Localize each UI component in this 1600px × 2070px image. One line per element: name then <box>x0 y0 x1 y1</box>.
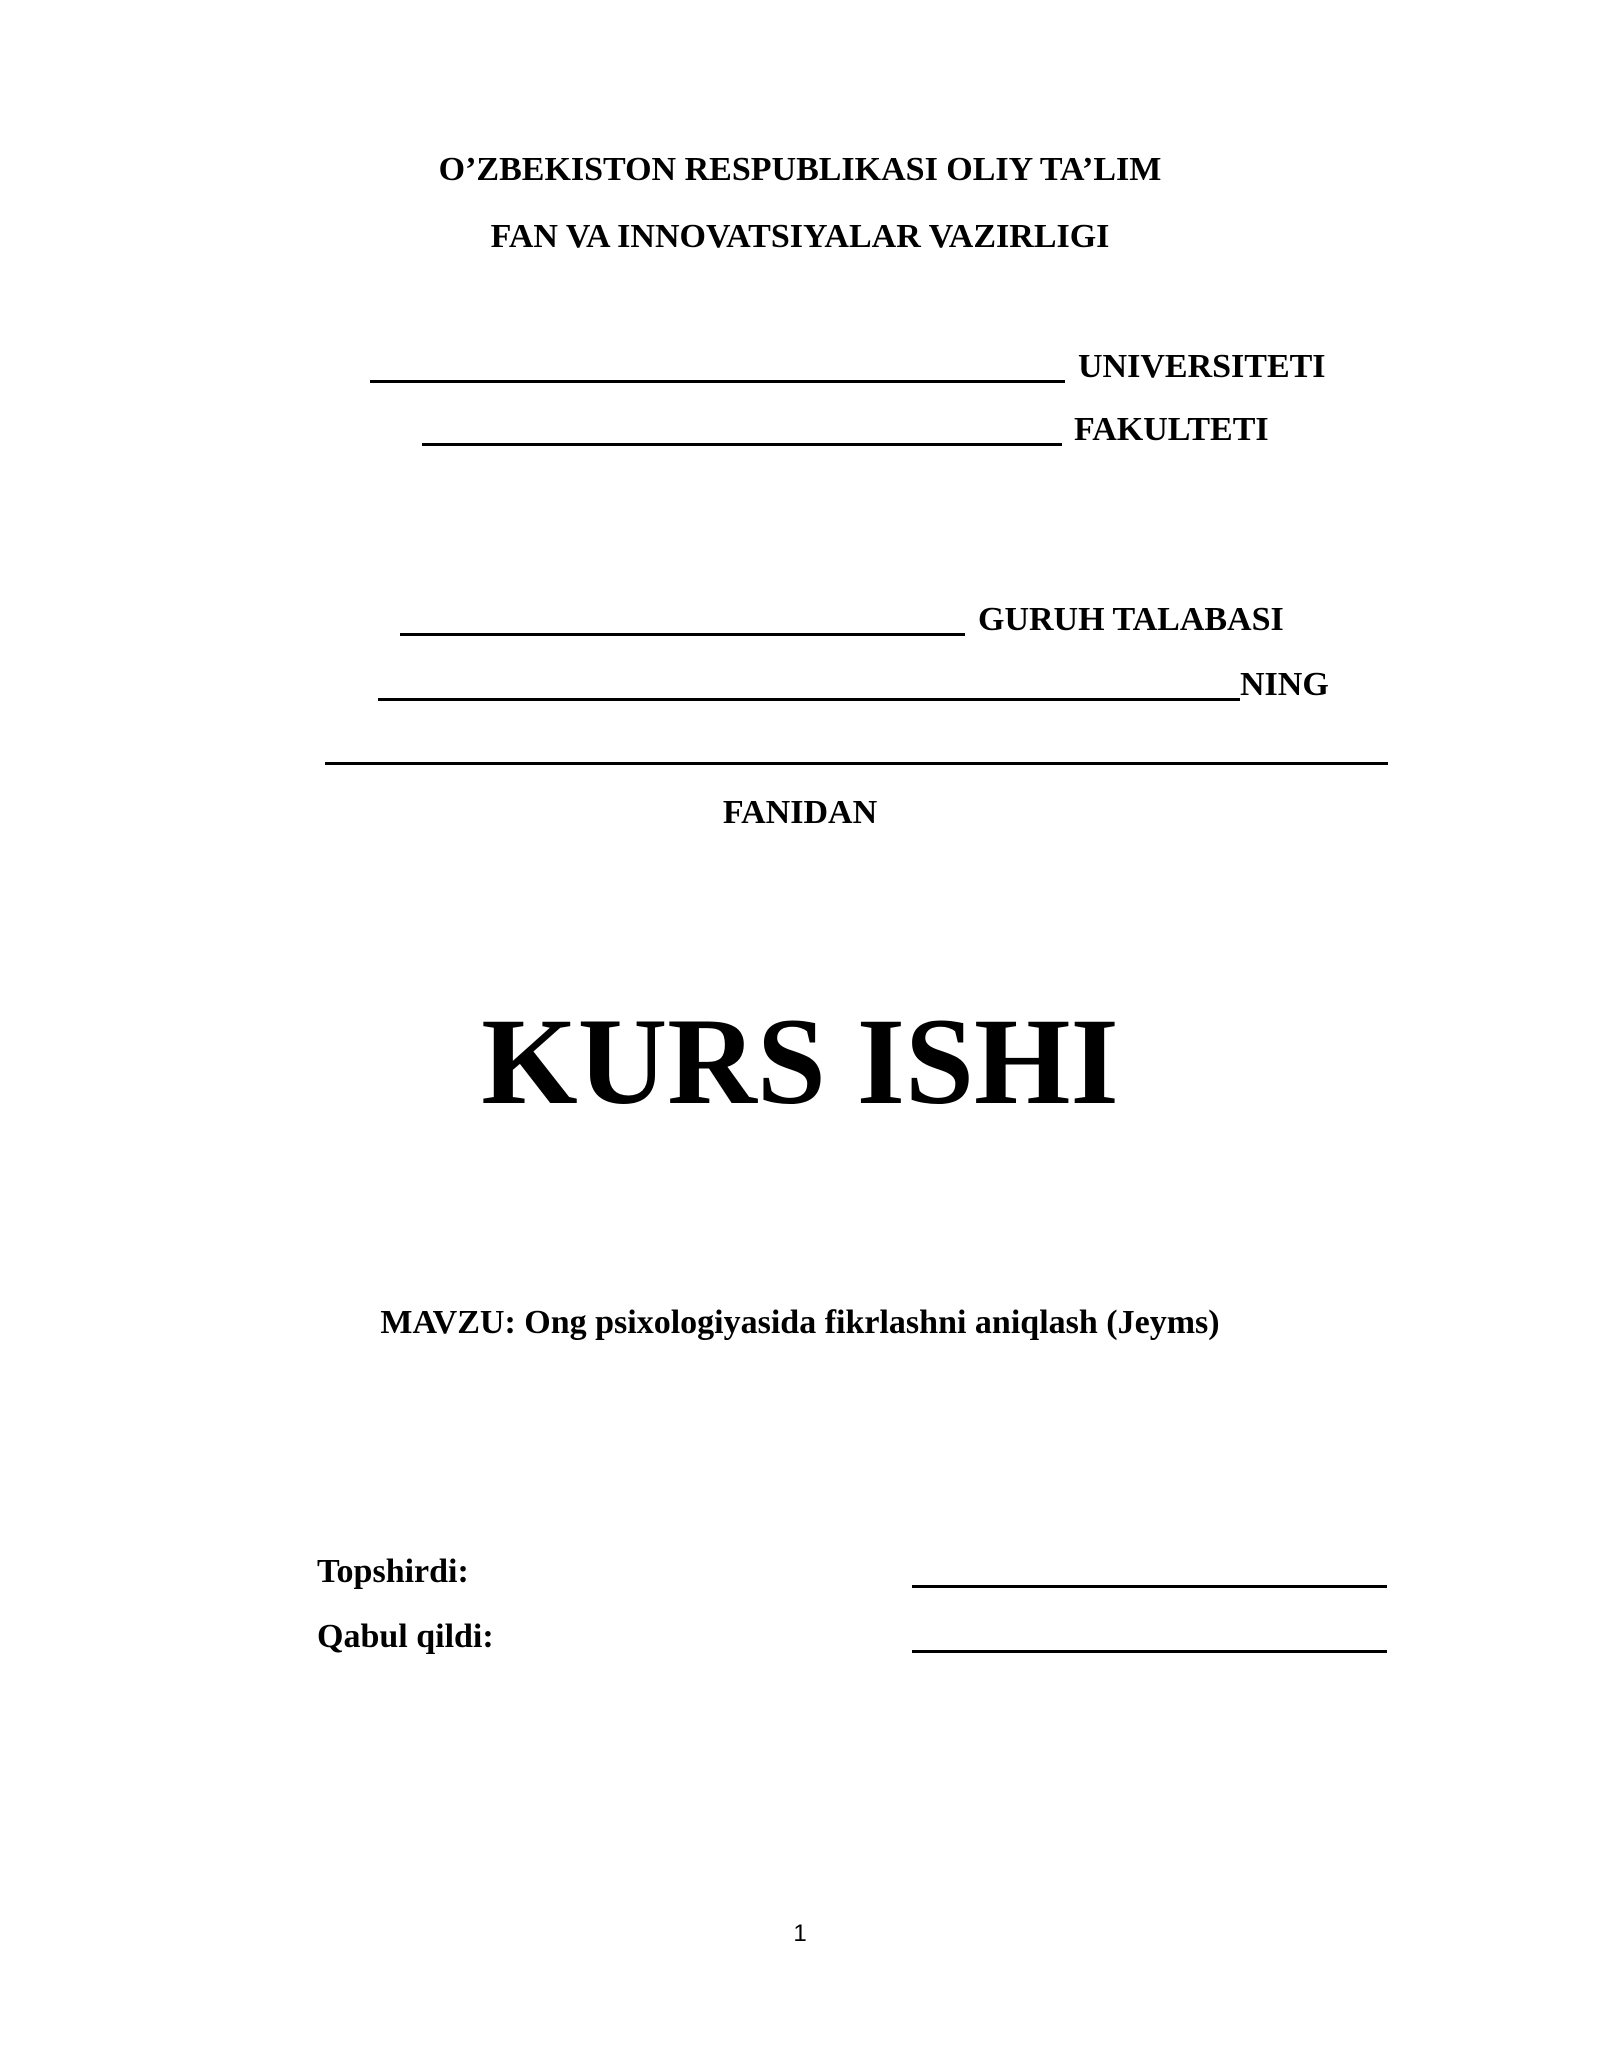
document-title: KURS ISHI <box>481 993 1119 1130</box>
ministry-line-1: O’ZBEKISTON RESPUBLIKASI OLIY TA’LIM <box>438 151 1162 188</box>
student-name-blank[interactable] <box>378 698 1240 701</box>
university-blank[interactable] <box>370 380 1065 383</box>
accepted-signature-line[interactable] <box>912 1650 1387 1653</box>
group-label: GURUH TALABASI <box>978 601 1284 638</box>
faculty-blank[interactable] <box>422 443 1062 446</box>
university-label: UNIVERSITETI <box>1078 348 1326 385</box>
submitted-signature-line[interactable] <box>912 1585 1387 1588</box>
subject-label: FANIDAN <box>722 794 878 831</box>
topic-line: MAVZU: Ong psixologiyasida fikrlashni aniqlash (Jeyms) <box>380 1304 1220 1341</box>
subject-blank[interactable] <box>325 762 1388 765</box>
faculty-label: FAKULTETI <box>1074 411 1269 448</box>
ministry-line-2: FAN VA INNOVATSIYALAR VAZIRLIGI <box>490 218 1110 255</box>
page-number: 1 <box>793 1920 807 1947</box>
accepted-label: Qabul qildi: <box>317 1618 494 1655</box>
student-name-label: NING <box>1240 666 1329 703</box>
group-blank[interactable] <box>400 633 965 636</box>
submitted-label: Topshirdi: <box>317 1553 469 1590</box>
